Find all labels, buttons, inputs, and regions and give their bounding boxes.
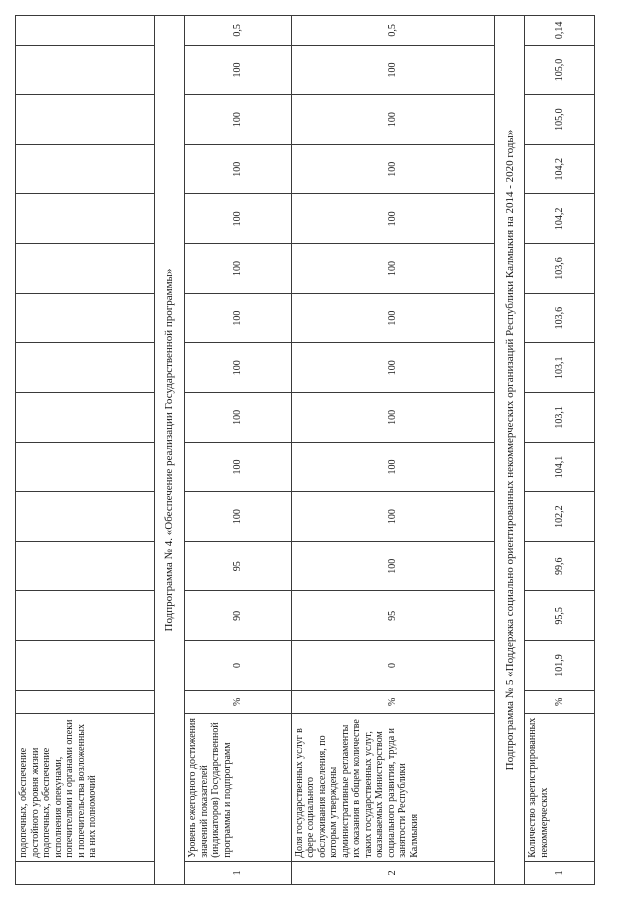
value-cell: 0 <box>291 641 495 691</box>
weight-cell: 0,5 <box>185 16 292 46</box>
value-cell: 100 <box>185 393 292 443</box>
subprogram-4-title: Подпрограмма № 4. «Обеспечение реализации Государственной программы» <box>154 16 184 885</box>
value-cell: 103,1 <box>525 343 595 393</box>
value-cell: 100 <box>185 442 292 492</box>
subprogram-5-title: Подпрограмма № 5 «Поддержка социально ориентированных некоммерческих организаций Республики Калмыкия на 2014 - 2020 годы» <box>495 16 525 885</box>
table-row <box>525 16 595 885</box>
subprogram-4-header <box>154 16 184 885</box>
value-cell: 100 <box>185 244 292 294</box>
value-cell: 102,2 <box>525 492 595 542</box>
value-cell: 100 <box>185 343 292 393</box>
value-cell: 104,2 <box>525 194 595 244</box>
value-cell: 100 <box>291 194 495 244</box>
value-cell: 99,6 <box>525 541 595 591</box>
value-cell: 100 <box>291 442 495 492</box>
value-cell: 105,0 <box>525 45 595 95</box>
indicator-table <box>15 15 595 885</box>
value-cell: 104,2 <box>525 144 595 194</box>
value-cell: 100 <box>291 293 495 343</box>
table-row <box>291 16 495 885</box>
value-cell: 95 <box>291 591 495 641</box>
value-cell: 95 <box>185 541 292 591</box>
weight-cell: 0,14 <box>525 16 595 46</box>
value-cell: 100 <box>291 244 495 294</box>
value-cell: 100 <box>185 293 292 343</box>
subprogram-5-header <box>495 16 525 885</box>
continued-row <box>16 16 155 885</box>
value-cell: 0 <box>185 641 292 691</box>
value-cell: 101,9 <box>525 641 595 691</box>
value-cell: 105,0 <box>525 95 595 145</box>
unit-cell: % <box>185 690 292 713</box>
indicator-name: Количество зарегистрированных некоммерческих <box>525 713 595 861</box>
indicator-name: Доля государственных услуг в сфере социального обслуживания населения, по которым утверждены административные регламенты их оказания в общем количестве таких государственных услуг, оказываемых Министерством социального развития, труда и занятости Республики Калмыкия <box>291 713 495 861</box>
value-cell: 104,1 <box>525 442 595 492</box>
value-cell: 100 <box>291 541 495 591</box>
value-cell: 100 <box>185 95 292 145</box>
value-cell: 100 <box>291 492 495 542</box>
value-cell: 100 <box>291 45 495 95</box>
value-cell: 95,5 <box>525 591 595 641</box>
value-cell: 90 <box>185 591 292 641</box>
value-cell: 103,6 <box>525 244 595 294</box>
row-number: 2 <box>291 861 495 884</box>
rotated-page <box>15 15 595 885</box>
unit-cell: % <box>525 690 595 713</box>
value-cell: 103,1 <box>525 393 595 443</box>
weight-cell: 0,5 <box>291 16 495 46</box>
value-cell: 100 <box>185 492 292 542</box>
indicator-name: Уровень ежегодного достижения значений показателей (индикаторов) Государственной программы и подпрограмм <box>185 713 292 861</box>
table-row <box>185 16 292 885</box>
continued-row-text: подопечных, обеспечение достойного уровня жизни подопечных, обеспечение исполнения опекунами, попечителями и органами опеки и попечительства возложенных на них полномочий <box>16 713 155 861</box>
row-number: 1 <box>525 861 595 884</box>
value-cell: 100 <box>185 45 292 95</box>
value-cell: 100 <box>291 144 495 194</box>
row-number: 1 <box>185 861 292 884</box>
value-cell: 100 <box>185 194 292 244</box>
value-cell: 103,6 <box>525 293 595 343</box>
value-cell: 100 <box>291 343 495 393</box>
value-cell: 100 <box>291 393 495 443</box>
value-cell: 100 <box>185 144 292 194</box>
unit-cell: % <box>291 690 495 713</box>
value-cell: 100 <box>291 95 495 145</box>
